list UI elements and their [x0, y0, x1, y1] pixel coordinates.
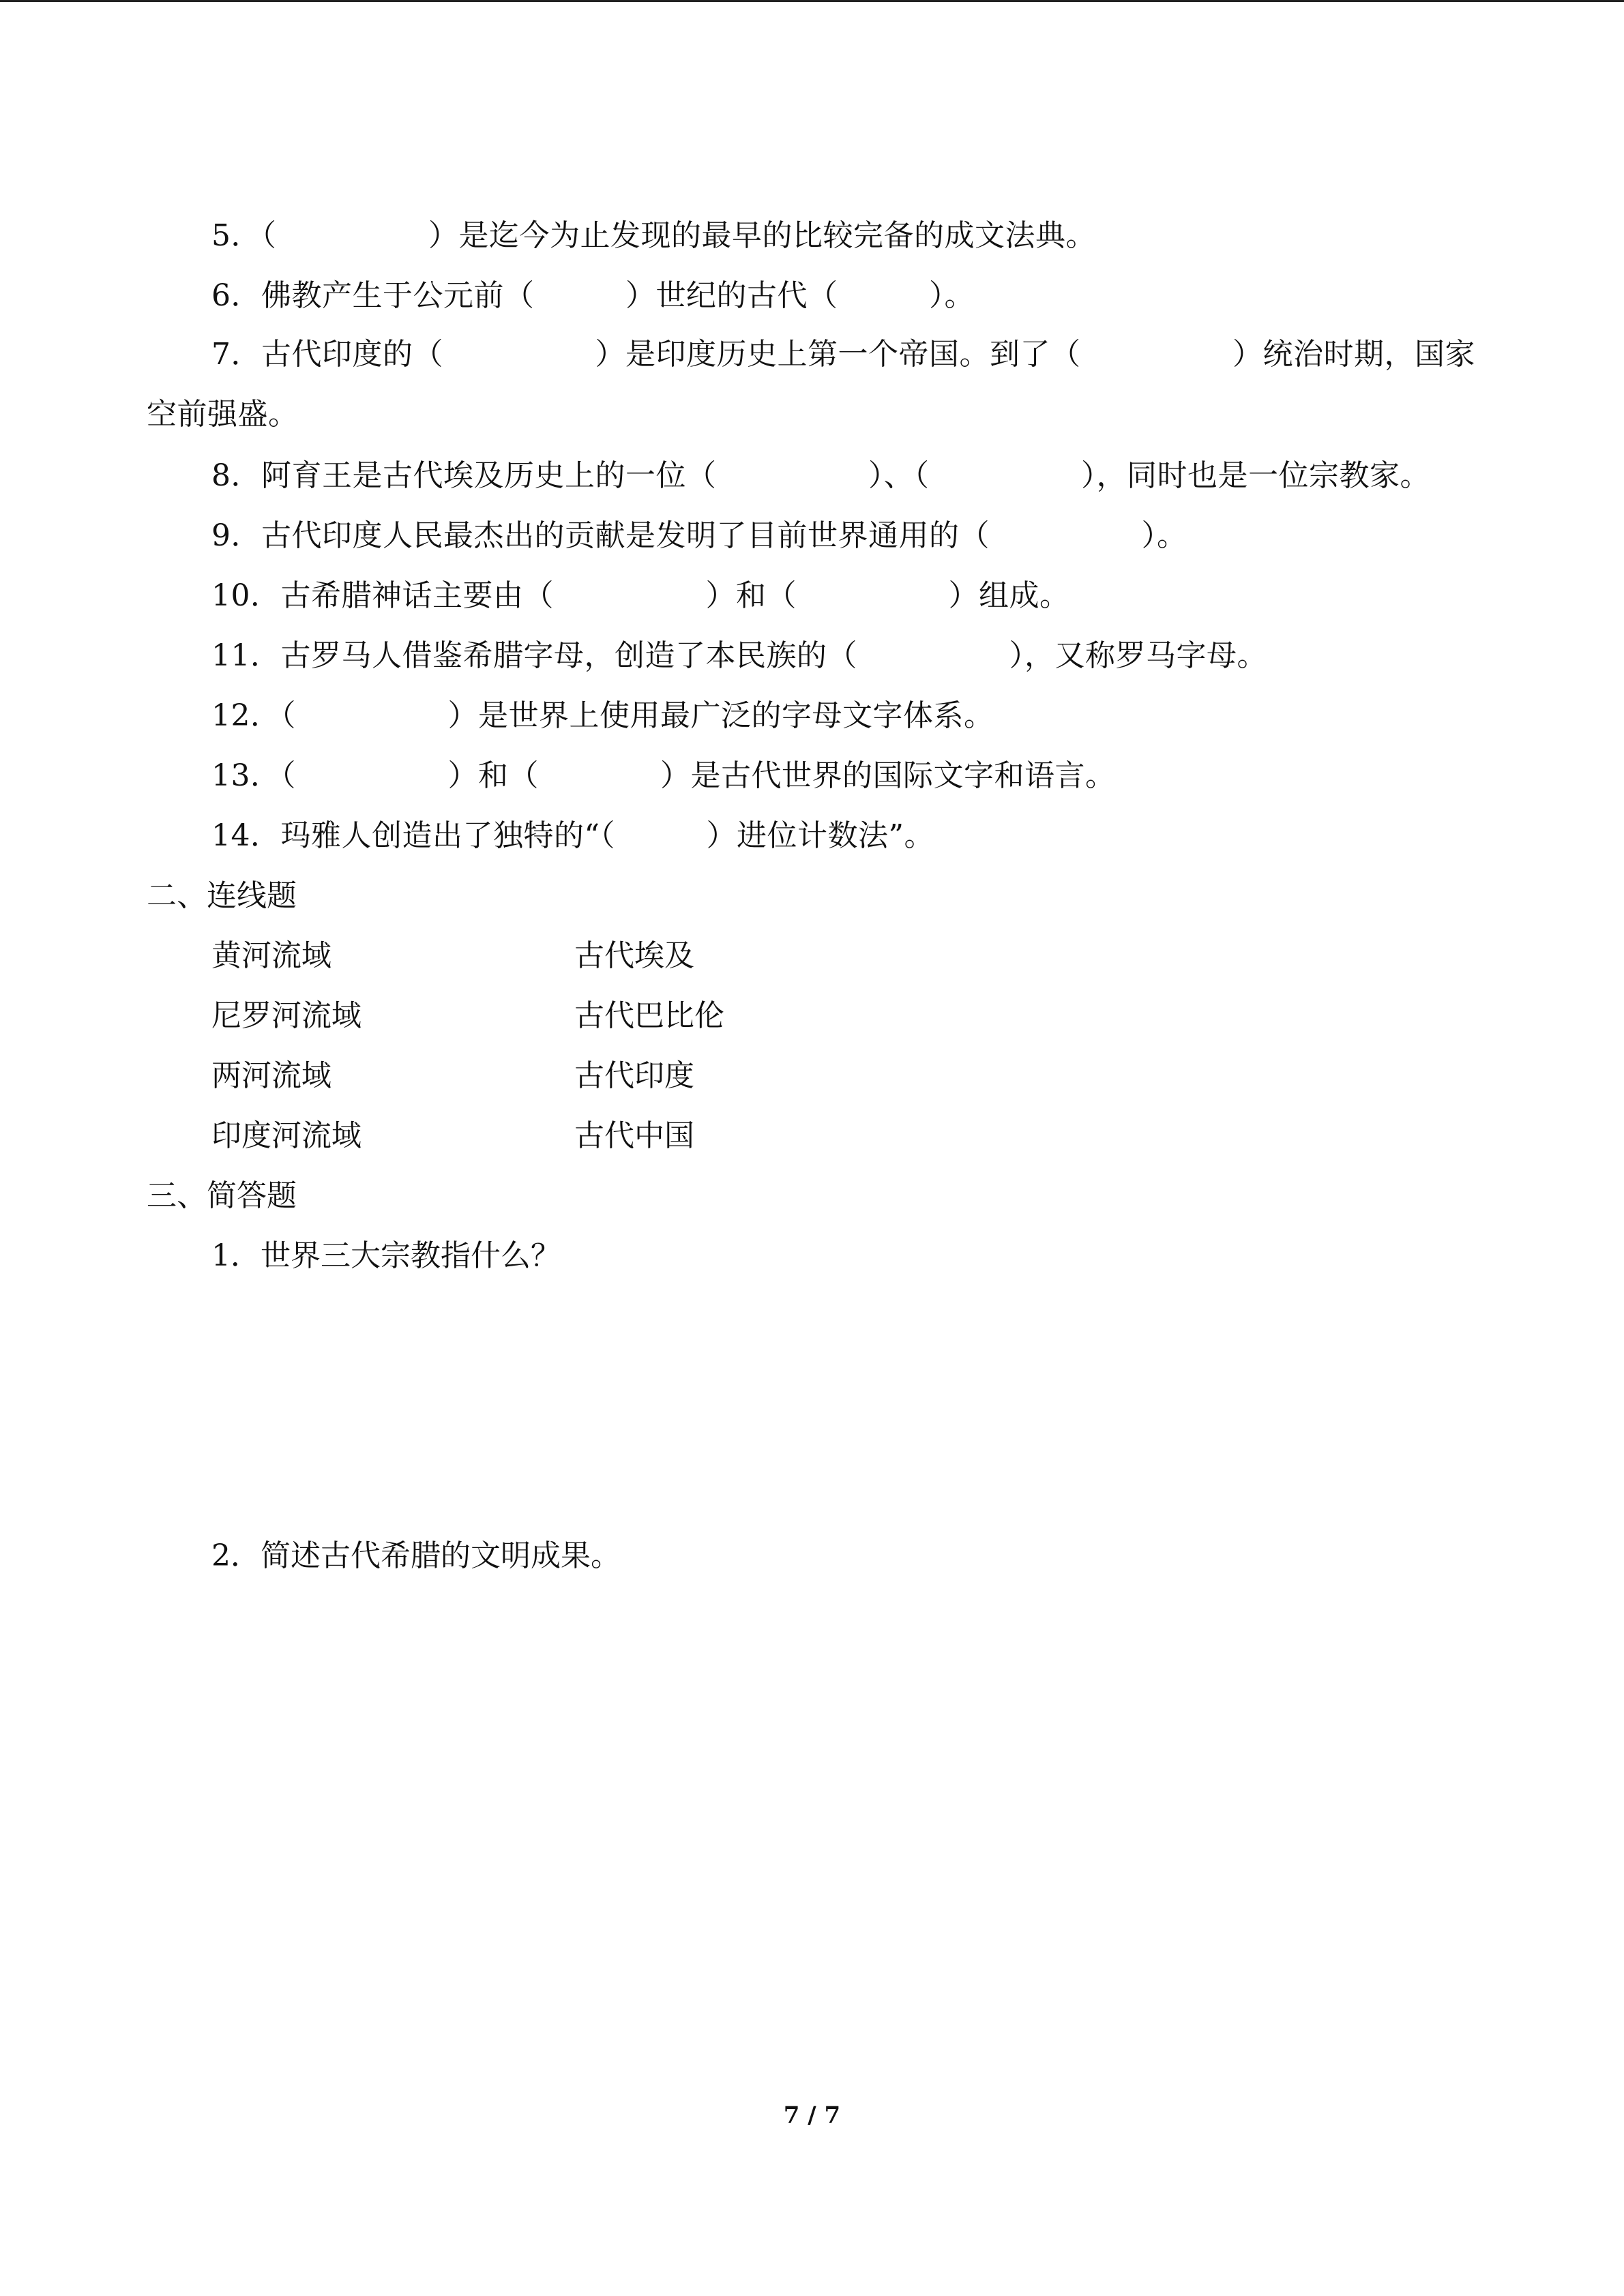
question-12: 12．（ ）是世界上使用最广泛的字母文字体系。 — [211, 698, 994, 733]
question-5: 5．（ ）是迄今为止发现的最早的比较完备的成文法典。 — [211, 218, 1096, 253]
match-left-item: 印度河流域 — [211, 1118, 361, 1153]
match-right-item: 古代埃及 — [574, 938, 694, 973]
match-left-item: 黄河流域 — [211, 938, 331, 973]
match-right-item: 古代中国 — [574, 1118, 694, 1153]
match-left-item: 两河流域 — [211, 1058, 331, 1093]
match-left-item: 尼罗河流域 — [211, 998, 361, 1033]
page-number: 7 / 7 — [783, 2102, 841, 2129]
section-short-answer-title: 三、简答题 — [147, 1178, 297, 1213]
question-8: 8．阿育王是古代埃及历史上的一位（ ）、（ ），同时也是一位宗教家。 — [211, 458, 1430, 493]
question-14: 14．玛雅人创造出了独特的“（ ）进位计数法”。 — [211, 818, 934, 853]
short-answer-question-1: 1．世界三大宗教指什么？ — [211, 1238, 561, 1273]
question-9: 9．古代印度人民最杰出的贡献是发明了目前世界通用的（ ）。 — [211, 518, 1187, 553]
match-right-item: 古代巴比伦 — [574, 998, 724, 1033]
question-11: 11．古罗马人借鉴希腊字母，创造了本民族的（ ），又称罗马字母。 — [211, 638, 1267, 673]
question-6: 6．佛教产生于公元前（ ）世纪的古代（ ）。 — [211, 278, 975, 313]
section-matching-title: 二、连线题 — [147, 878, 297, 913]
question-7: 7．古代印度的（ ）是印度历史上第一个帝国。到了（ ）统治时期，国家空前强盛。 — [147, 337, 1475, 432]
match-right-item: 古代印度 — [574, 1058, 694, 1093]
question-10: 10．古希腊神话主要由（ ）和（ ）组成。 — [211, 578, 1070, 613]
question-13: 13．（ ）和（ ）是古代世界的国际文字和语言。 — [211, 758, 1116, 793]
short-answer-question-2: 2．简述古代希腊的文明成果。 — [211, 1538, 621, 1573]
